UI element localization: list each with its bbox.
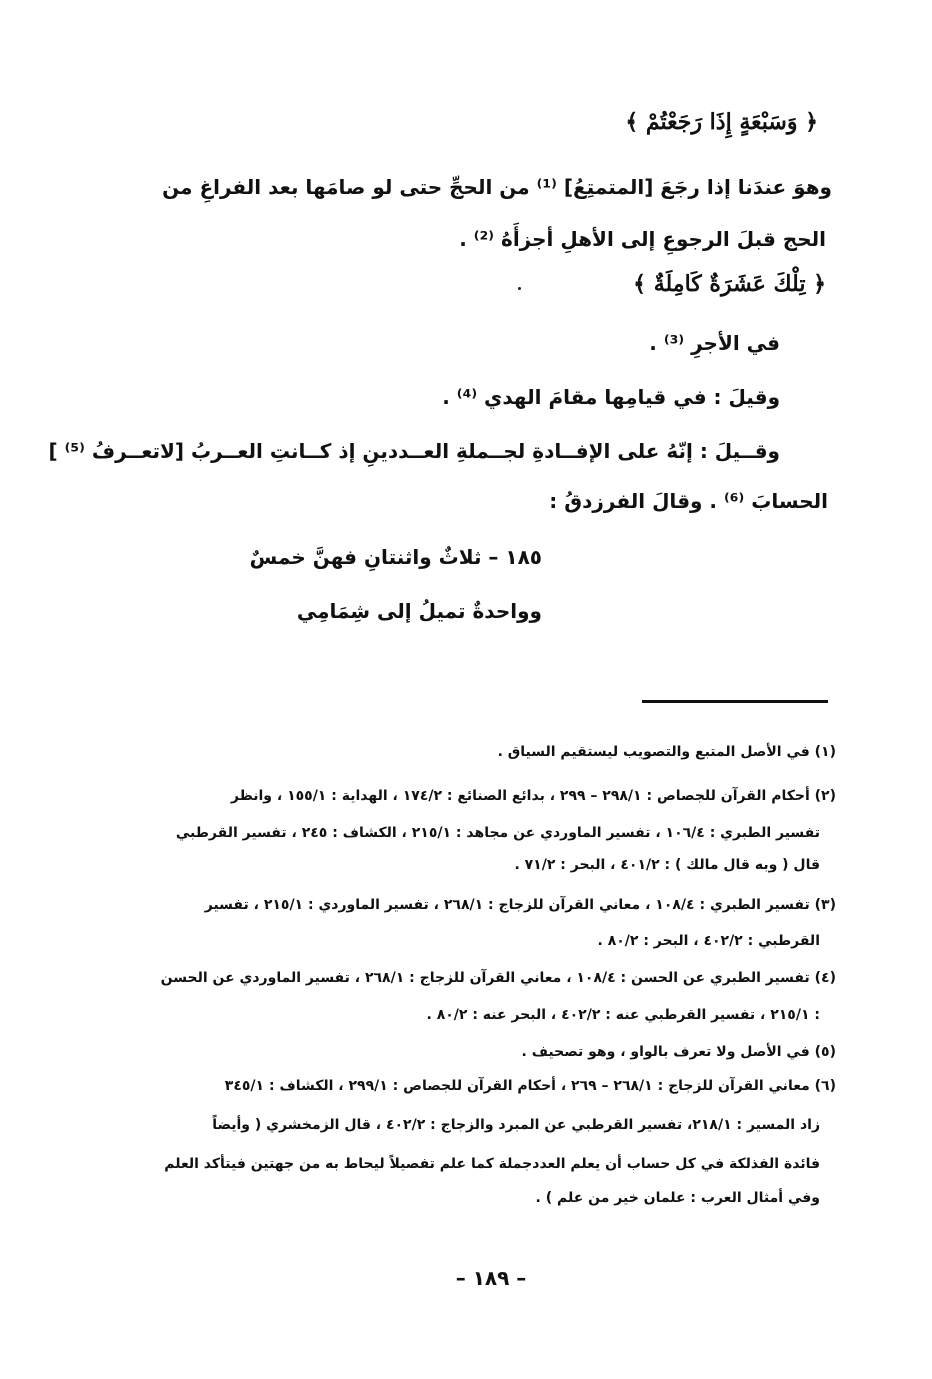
page-number: – ١٨٩ –	[455, 1266, 527, 1290]
paragraph-1-line-2: الحج قبلَ الرجوعِ إلى الأهلِ أجزأَهُ ⁽²⁾ .	[459, 227, 826, 251]
footnote-3-line-2: القرطبي : ٤٠٢/٢ ، البحر : ٨٠/٢ .	[597, 933, 820, 949]
footnote-5: (٥) في الأصل ولا تعرف بالواو ، وهو تصحيف .	[521, 1044, 836, 1060]
footnote-6-line-1: (٦) معاني القرآن للزجاج : ٢٦٨/١ – ٢٦٩ ، أحكام القرآن للجصاص : ٢٩٩/١ ، الكشاف : ٣٤٥/١	[224, 1078, 836, 1094]
footnote-4-line-1: (٤) تفسير الطبري عن الحسن : ١٠٨/٤ ، معاني القرآن للزجاج : ٢٦٨/١ ، تفسير الماوردي عن الحسن	[160, 970, 836, 986]
paragraph-4-line-1: وقــيلَ : إنّهُ على الإفــادةِ لجــملةِ العــددينِ إذ كــانتِ العــربُ [لاتعــرفُ ⁽⁵⁾ ]	[48, 439, 780, 463]
quran-verse-2: ﴿ تِلْكَ عَشَرَةٌ كَامِلَةٌ ﴾	[633, 271, 826, 297]
footnote-2-line-3: قال ( وبه قال مالك ) : ٤٠١/٢ ، البحر : ٧١/٢ .	[514, 857, 820, 873]
footnote-4-line-2: : ٢١٥/١ ، تفسير القرطبي عنه : ٤٠٢/٢ ، البحر عنه : ٨٠/٢ .	[426, 1007, 820, 1023]
footnote-1: (١) في الأصل المتبع والتصويب ليستقيم السياق .	[497, 744, 836, 760]
footnote-3-line-1: (٣) تفسير الطبري : ١٠٨/٤ ، معاني القرآن للزجاج : ٢٦٨/١ ، تفسير الماوردي : ٢١٥/١ ، تفسير	[204, 897, 836, 913]
footnote-6-line-4: وفي أمثال العرب : علمان خير من علم ) .	[535, 1190, 820, 1206]
footnote-2-line-2: تفسير الطبري : ١٠٦/٤ ، تفسير الماوردي عن مجاهد : ٢١٥/١ ، الكشاف : ٢٤٥ ، تفسير القرطبي	[175, 825, 820, 841]
poem-line-1: ١٨٥ – ثلاثٌ واثنتانِ فهنَّ خمسٌ	[249, 545, 542, 569]
paragraph-4-line-2: الحسابَ ⁽⁶⁾ . وقالَ الفرزدقُ :	[549, 489, 828, 513]
footnote-2-line-1: (٢) أحكام القرآن للجصاص : ٢٩٨/١ – ٢٩٩ ، بدائع الصنائع : ١٧٤/٢ ، الهداية : ١٥٥/١ ، وانظر	[230, 788, 836, 804]
footnote-divider	[642, 700, 828, 703]
quran-verse-1: ﴿ وَسَبْعَةٍ إِذَا رَجَعْتُمْ ﴾	[625, 109, 818, 135]
scan-speck	[518, 287, 521, 290]
footnote-6-line-3: فائدة الفذلكة في كل حساب أن يعلم العددجملة كما علم تفصيلاً ليحاط به من جهتين فيتأكد العلم	[164, 1156, 820, 1172]
paragraph-1-line-1: وهوَ عندَنا إذا رجَعَ [المتمتِعُ] ⁽¹⁾ من الحجِّ حتى لو صامَها بعد الفراغِ من	[162, 175, 832, 199]
footnote-6-line-2: زاد المسير : ٢١٨/١، تفسير القرطبي عن المبرد والزجاج : ٤٠٢/٢ ، قال الزمخشري ( وأيضاً	[212, 1117, 820, 1133]
poem-line-2: وواحدةٌ تميلُ إلى شِمَامِي	[296, 599, 542, 623]
paragraph-2: في الأجرِ ⁽³⁾ .	[649, 331, 780, 355]
paragraph-3: وقيلَ : في قيامِها مقامَ الهدي ⁽⁴⁾ .	[442, 385, 780, 409]
